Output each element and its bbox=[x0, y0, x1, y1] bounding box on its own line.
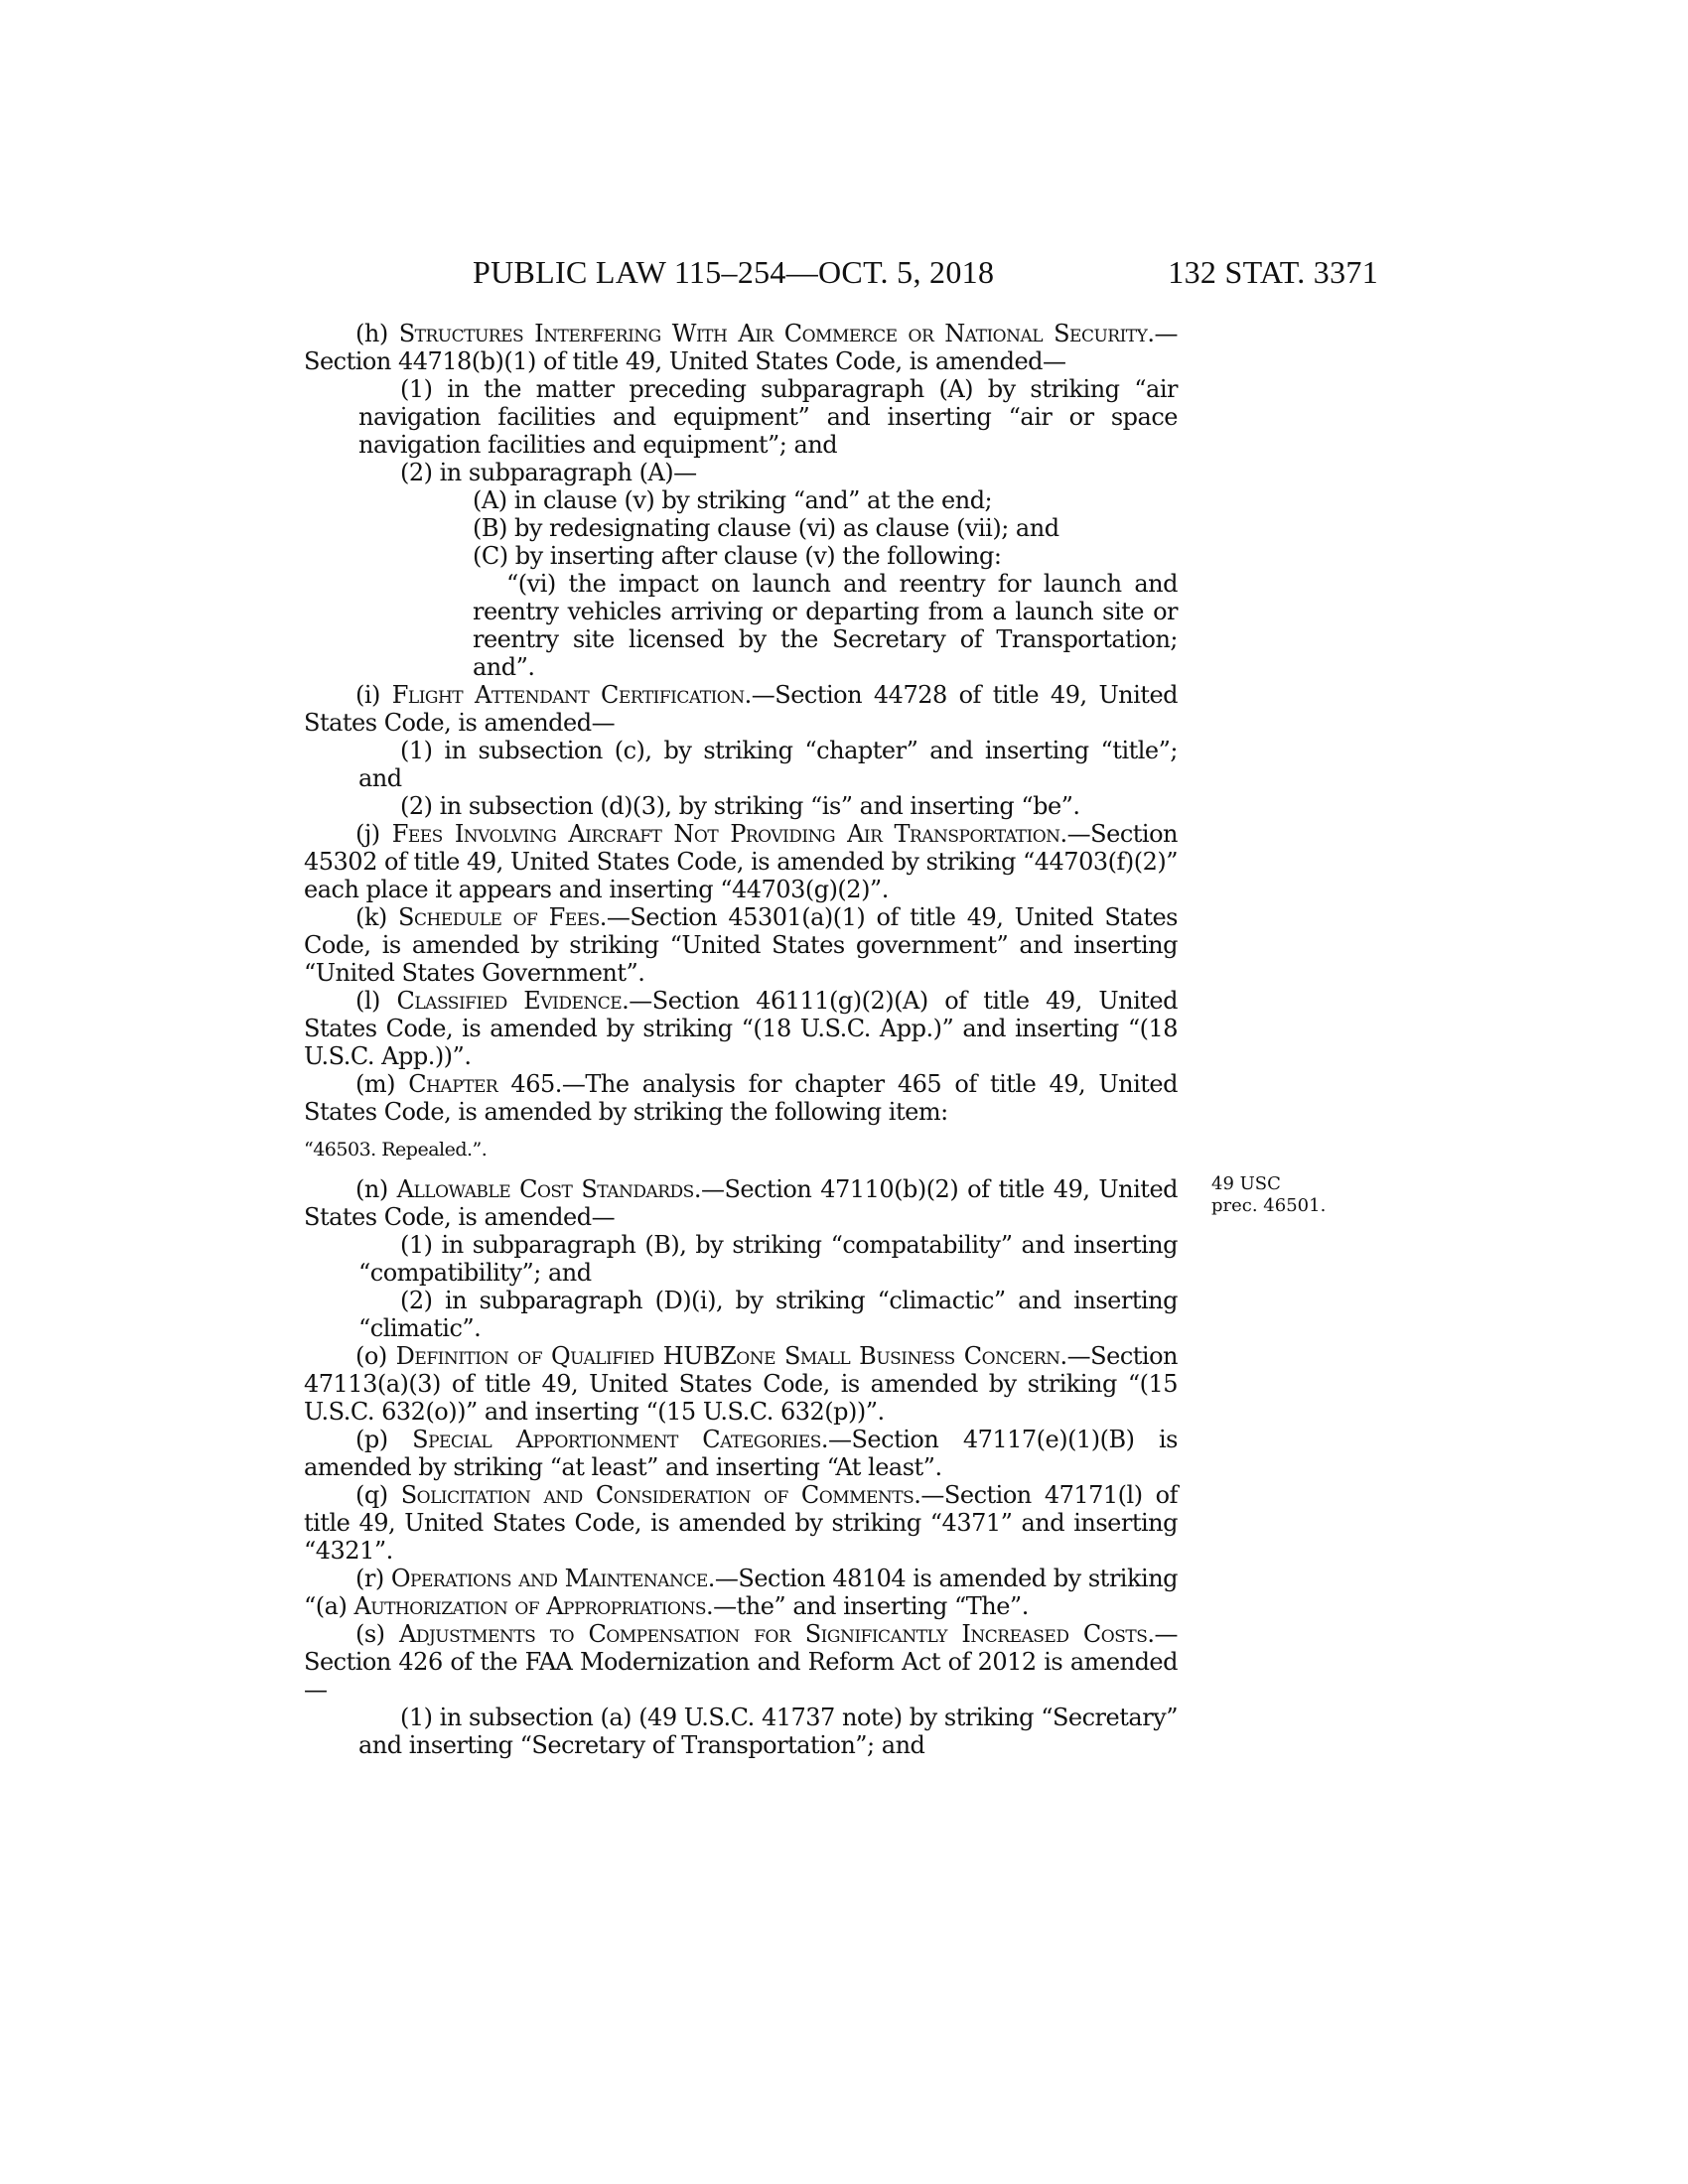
subsection-s-heading: Adjustments to Compensation for Significantly Increased Costs bbox=[399, 1620, 1148, 1648]
subsection-m bbox=[304, 1070, 1178, 1126]
subsection-i bbox=[304, 681, 1178, 737]
subsection-j-text: .—Section 45302 of title 49, United States Code, is amended by striking “44703(f)(2)” each place it appears and inserting “44703(g)(2)”. bbox=[304, 820, 1178, 903]
subsection-n-text: .—Section 47110(b)(2) of title 49, United States Code, is amended— bbox=[304, 1175, 1179, 1231]
margin-note bbox=[1211, 1173, 1326, 1217]
subsection-m-lead: (m) bbox=[355, 1070, 409, 1098]
subsection-r-text-a: .—Section 48104 is amended by striking “(a) bbox=[304, 1565, 1179, 1620]
subsection-n-heading: Allowable Cost Standards bbox=[396, 1175, 694, 1203]
subsection-i-item-2: (2) in subsection (d)(3), by striking “is” and inserting “be”. bbox=[400, 792, 1080, 820]
subsection-n-item-2: (2) in subparagraph (D)(i), by striking “climactic” and inserting “climatic”. bbox=[358, 1287, 1178, 1342]
subsection-o-heading: Definition of Qualified HUBZone Small Business Concern bbox=[395, 1342, 1060, 1370]
stat-citation: 132 STAT. 3371 bbox=[1168, 254, 1378, 290]
subsection-h-item-a: (A) in clause (v) by striking “and” at the end; bbox=[473, 486, 993, 514]
subsection-n bbox=[304, 1175, 1178, 1231]
subsection-l-text: .—Section 46111(g)(2)(A) of title 49, United States Code, is amended by striking “(18 U.S.C. App.)” and inserting “(18 U.S.C. App.))”. bbox=[304, 987, 1179, 1070]
subsection-o-text: .—Section 47113(a)(3) of title 49, United States Code, is amended by striking “(15 U.S.C. 632(o))” and inserting “(15 U.S.C. 632(p))”. bbox=[304, 1342, 1178, 1426]
subsection-k-text: .—Section 45301(a)(1) of title 49, United States Code, is amended by striking “United States government” and inserting “United States Government”. bbox=[304, 903, 1178, 987]
subsection-q-lead: (q) bbox=[355, 1481, 401, 1509]
subsection-s-item-1: (1) in subsection (a) (49 U.S.C. 41737 note) by striking “Secretary” and inserting “Secretary of Transportation”; and bbox=[358, 1704, 1178, 1759]
subsection-m-heading: Chapter 465 bbox=[408, 1070, 555, 1098]
subsection-h-text: .—Section 44718(b)(1) of title 49, United States Code, is amended— bbox=[304, 320, 1178, 375]
subsection-h-quoted-clause: “(vi) the impact on launch and reentry for launch and reentry vehicles arriving or departing from a launch site or reentry site licensed by the Secretary of Transportation; and”. bbox=[473, 570, 1178, 681]
margin-note-line-1: 49 USC bbox=[1211, 1173, 1281, 1194]
subsection-o-lead: (o) bbox=[355, 1342, 396, 1370]
subsection-l bbox=[304, 987, 1178, 1070]
running-head: PUBLIC LAW 115–254—OCT. 5, 2018 bbox=[473, 254, 995, 290]
subsection-j-lead: (j) bbox=[355, 820, 392, 848]
subsection-r bbox=[304, 1565, 1178, 1620]
subsection-j bbox=[304, 820, 1178, 903]
subsection-s bbox=[304, 1620, 1178, 1704]
subsection-h-lead: (h) bbox=[355, 320, 399, 347]
subsection-r-inner-heading: Authorization of Appropriations bbox=[353, 1592, 706, 1620]
subsection-n-item-1: (1) in subparagraph (B), by striking “compatability” and inserting “compatibility”; and bbox=[358, 1231, 1178, 1287]
subsection-q-text: .—Section 47171(l) of title 49, United States Code, is amended by striking “4371” and inserting “4321”. bbox=[304, 1481, 1179, 1565]
subsection-l-lead: (l) bbox=[355, 987, 397, 1015]
subsection-o bbox=[304, 1342, 1178, 1426]
subsection-i-item-1: (1) in subsection (c), by striking “chapter” and inserting “title”; and bbox=[358, 737, 1178, 792]
subsection-s-lead: (s) bbox=[355, 1620, 400, 1648]
subsection-i-heading: Flight Attendant Certification bbox=[391, 681, 745, 709]
subsection-m-text: .—The analysis for chapter 465 of title 49, United States Code, is amended by striking the following item: bbox=[304, 1070, 1179, 1126]
subsection-n-lead: (n) bbox=[355, 1175, 397, 1203]
subsection-p-heading: Special Apportionment Categories bbox=[412, 1426, 821, 1453]
subsection-p-text: .—Section 47117(e)(1)(B) is amended by striking “at least” and inserting “At least”. bbox=[304, 1426, 1178, 1481]
subsection-p-lead: (p) bbox=[355, 1426, 413, 1453]
subsection-h-item-1: (1) in the matter preceding subparagraph (A) by striking “air navigation facilities and equipment” and inserting “air or space navigation facilities and equipment”; and bbox=[358, 375, 1178, 459]
subsection-i-lead: (i) bbox=[355, 681, 392, 709]
subsection-h-item-b: (B) by redesignating clause (vi) as clause (vii); and bbox=[473, 514, 1059, 542]
subsection-p bbox=[304, 1426, 1178, 1481]
subsection-h-item-2: (2) in subparagraph (A)— bbox=[400, 459, 697, 486]
subsection-h-heading: Structures Interfering With Air Commerce or National Security bbox=[398, 320, 1148, 347]
page-header bbox=[298, 250, 1378, 294]
subsection-k-heading: Schedule of Fees bbox=[398, 903, 600, 931]
subsection-q bbox=[304, 1481, 1178, 1565]
subsection-s-text: .—Section 426 of the FAA Modernization and Reform Act of 2012 is amended— bbox=[304, 1620, 1179, 1704]
margin-note-line-2: prec. 46501. bbox=[1211, 1195, 1327, 1216]
subsection-m-repealed-item: “46503. Repealed.”. bbox=[304, 1139, 488, 1160]
statute-body bbox=[304, 320, 1178, 1759]
subsection-l-heading: Classified Evidence bbox=[396, 987, 623, 1015]
subsection-k bbox=[304, 903, 1178, 987]
subsection-i-text: .—Section 44728 of title 49, United States Code, is amended— bbox=[304, 681, 1179, 737]
subsection-r-heading: Operations and Maintenance bbox=[390, 1565, 708, 1592]
subsection-h-item-c: (C) by inserting after clause (v) the following: bbox=[473, 542, 1002, 570]
subsection-h bbox=[304, 320, 1178, 375]
subsection-r-text-b: .—the” and inserting “The”. bbox=[706, 1592, 1029, 1620]
subsection-k-lead: (k) bbox=[355, 903, 399, 931]
subsection-q-heading: Solicitation and Consideration of Comments bbox=[400, 1481, 914, 1509]
subsection-j-heading: Fees Involving Aircraft Not Providing Air Transportation bbox=[391, 820, 1060, 848]
subsection-r-lead: (r) bbox=[355, 1565, 391, 1592]
